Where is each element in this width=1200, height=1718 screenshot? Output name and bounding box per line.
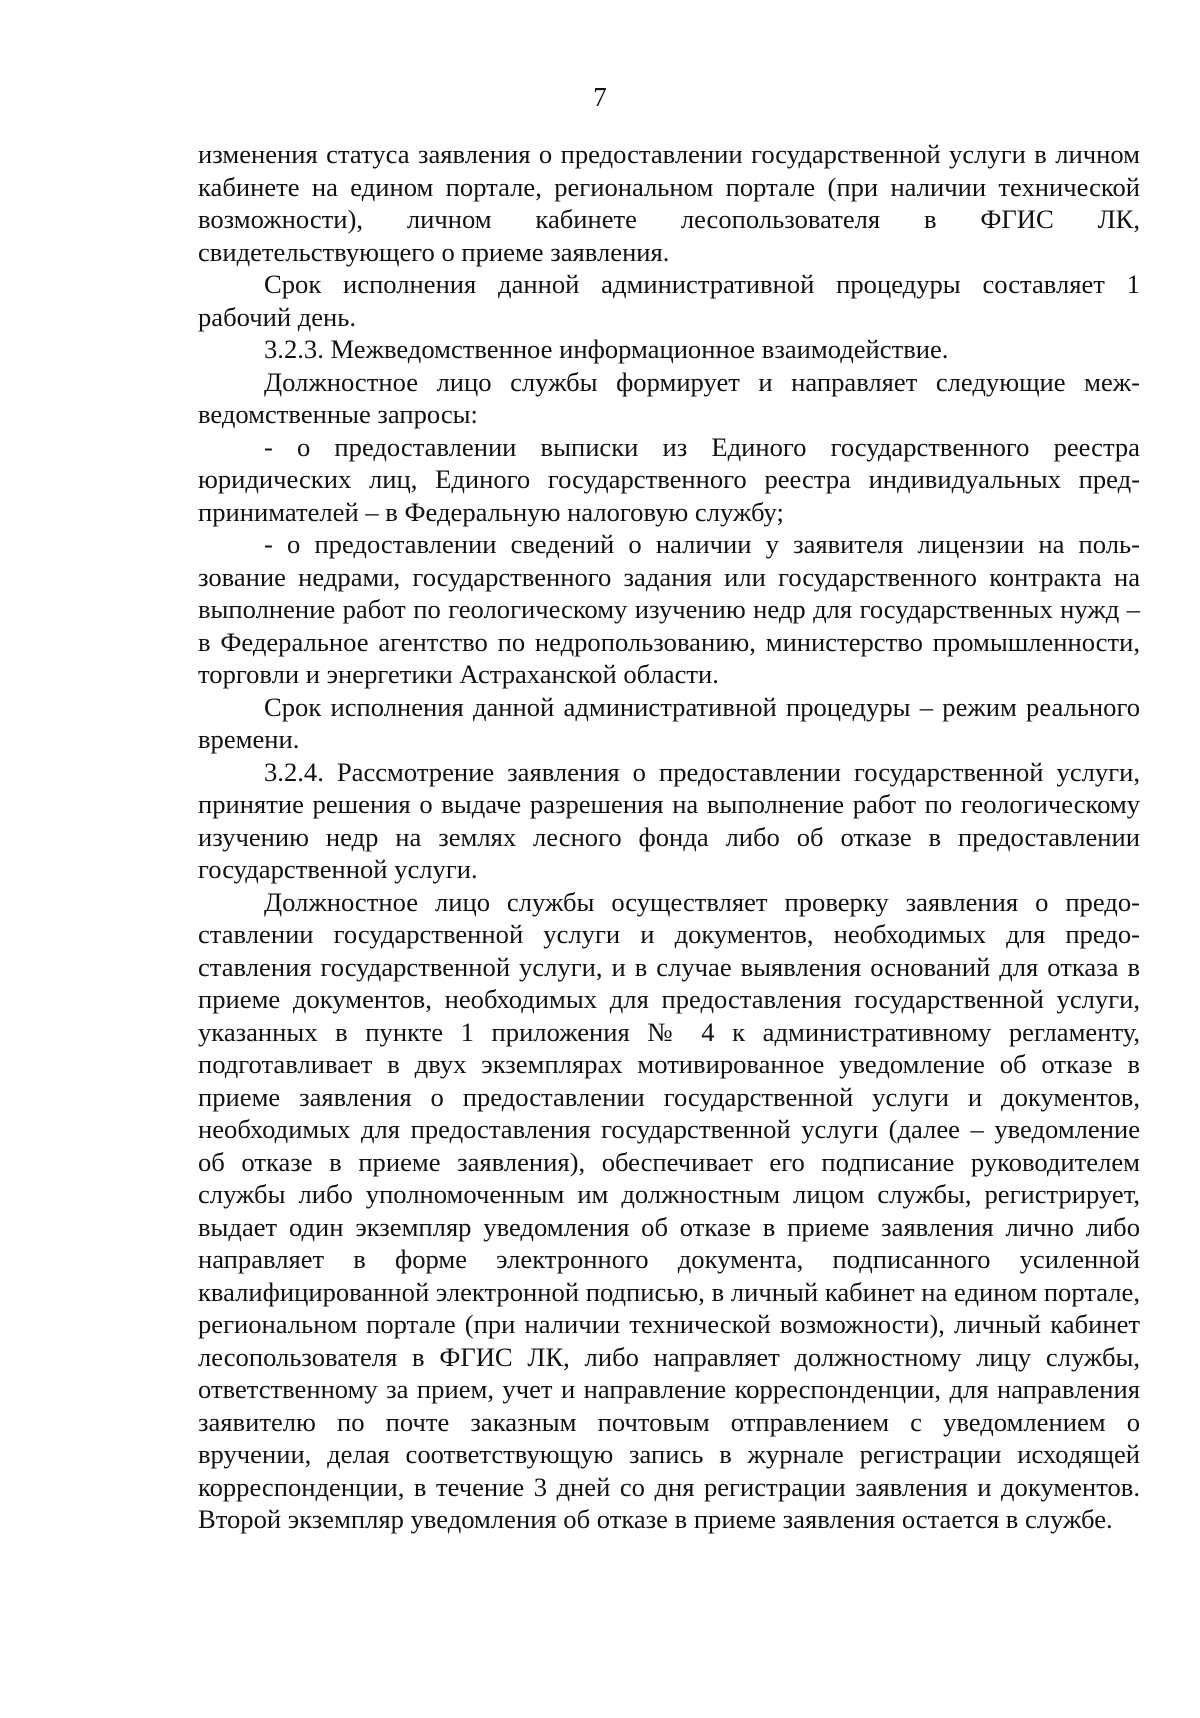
page-number: 7 (593, 82, 607, 112)
paragraph-status-change: изменения статуса заявления о предоставлении государственной услуги в личном кабинете на едином портале, региональном портале (при наличии технической возможности), личном кабинете лесопользователя в ФГИС ЛК, свидетельствующего о приеме заявления. (198, 139, 1140, 267)
paragraph-requests-intro: Должностное лицо службы формирует и направляет следующие межведомственные запросы: (198, 366, 1140, 429)
paragraph-deadline-1: Срок исполнения данной административной процедуры составляет 1 рабочий день. (198, 269, 1140, 332)
paragraph-request-tax-service: - о предоставлении выписки из Единого государственного реестра юридических лиц, Единого государственного реестра индивидуальных предпринимателей – в Федеральную налоговую службу; (198, 431, 1140, 527)
paragraph-section-3-2-4: 3.2.4. Рассмотрение заявления о предоставлении государственной услуги, принятие решения о выдаче разрешения на выполнение работ по геологическому изучению недр на землях лесного фонда либо об отказе в предоставлении государственной услуги. (198, 756, 1140, 884)
document-body (198, 138, 1140, 1536)
paragraph-deadline-2: Срок исполнения данной административной процедуры – режим реального времени. (198, 691, 1140, 754)
paragraph-verification: Должностное лицо службы осуществляет проверку заявления о предоставлении государственной услуги и документов, необходимых для предоставления государственной услуги, и в случае выявления оснований для отказа в приеме документов, необходимых для предоставления государственной услуги, указанных в пункте 1 приложения № 4 к административному регламенту, подготавливает в двух экземплярах мотивированное уведомление об отказе в приеме заявления о предоставлении государственной услуги и документов, необходимых для предоставления государственной услуги (далее – уведомление об отказе в приеме заявления), обеспечивает его подписание руководителем службы либо уполномоченным им должностным лицом службы, регистрирует, выдает один экземпляр уведомления об отказе в приеме заявления лично либо направляет в форме электронного документа, подписанного усиленной квалифицированной электронной подписью, в личный кабинет на едином портале, региональном портале (при наличии технической возможности), личный кабинет лесопользователя в ФГИС ЛК, либо направляет должностному лицу службы, ответственному за прием, учет и направление корреспонденции, для направления заявителю по почте заказным почтовым отправлением с уведомлением о вручении, делая соответствующую запись в журнале регистрации исходящей корреспонденции, в течение 3 дней со дня регистрации заявления и документов. Второй экземпляр уведомления об отказе в приеме заявления остается в службе. (198, 886, 1140, 1534)
paragraph-section-3-2-3: 3.2.3. Межведомственное информационное взаимодействие. (264, 334, 949, 364)
paragraph-request-subsoil: - о предоставлении сведений о наличии у заявителя лицензии на пользование недрами, государственного задания или государственного контракта на выполнение работ по геологическому изучению недр для государственных нужд – в Федеральное агентство по недропользованию, министерство промышленности, торговли и энергетики Астраханской области. (198, 529, 1140, 689)
